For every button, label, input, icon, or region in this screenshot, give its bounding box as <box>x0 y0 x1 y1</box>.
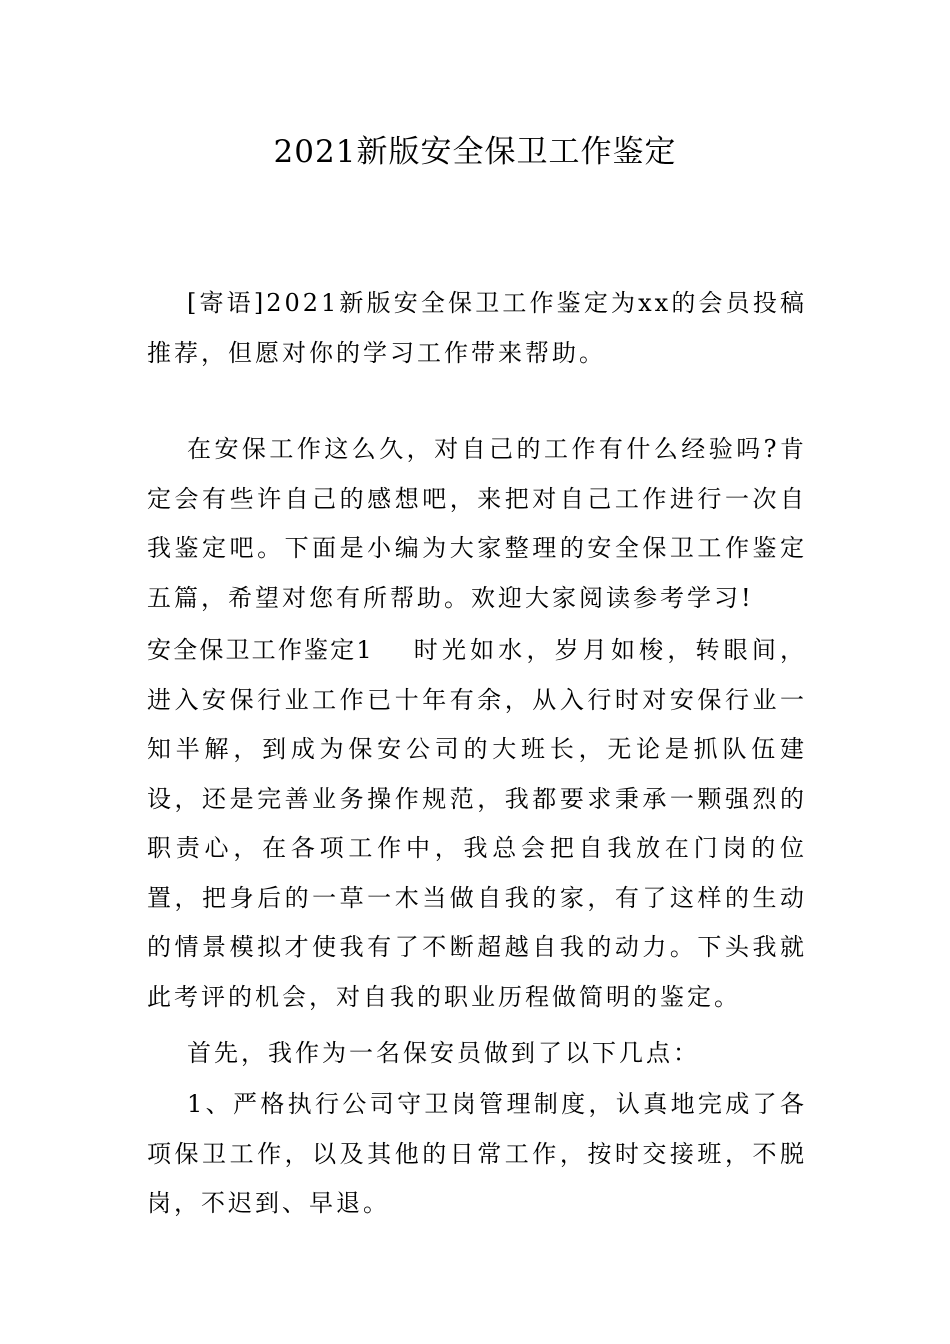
intro-paragraph: [寄语]2021新版安全保卫工作鉴定为xx的会员投稿推荐，但愿对你的学习工作带来帮助。 <box>147 289 807 367</box>
item-1-paragraph: 1、严格执行公司守卫岗管理制度，认真地完成了各项保卫工作，以及其他的日常工作，按时交接班，不脱岗，不迟到、早退。 <box>147 1090 807 1217</box>
section-1-text: 时光如水，岁月如梭，转眼间，进入安保行业工作已十年有余，从入行时对安保行业一知半解，到成为保安公司的大班长，无论是抓队伍建设，还是完善业务操作规范，我都要求秉承一颗强烈的职责心，在各项工作中，我总会把自我放在门岗的位置，把身后的一草一木当做自我的家，有了这样的生动的情景模拟才使我有了不断超越自我的动力。下头我就此考评的机会，对自我的职业历程做简明的鉴定。 <box>147 636 807 1011</box>
lead-paragraph: 在安保工作这么久，对自己的工作有什么经验吗?肯定会有些许自己的感想吧，来把对自己工作进行一次自我鉴定吧。下面是小编为大家整理的安全保卫工作鉴定五篇，希望对您有所帮助。欢迎大家阅读参考学习! <box>147 435 807 612</box>
document-title: 2021新版安全保卫工作鉴定 <box>273 134 677 170</box>
section-1-paragraph <box>147 626 807 1022</box>
section-1-heading: 安全保卫工作鉴定1 <box>147 636 373 664</box>
first-point-paragraph: 首先，我作为一名保安员做到了以下几点： <box>187 1039 700 1067</box>
